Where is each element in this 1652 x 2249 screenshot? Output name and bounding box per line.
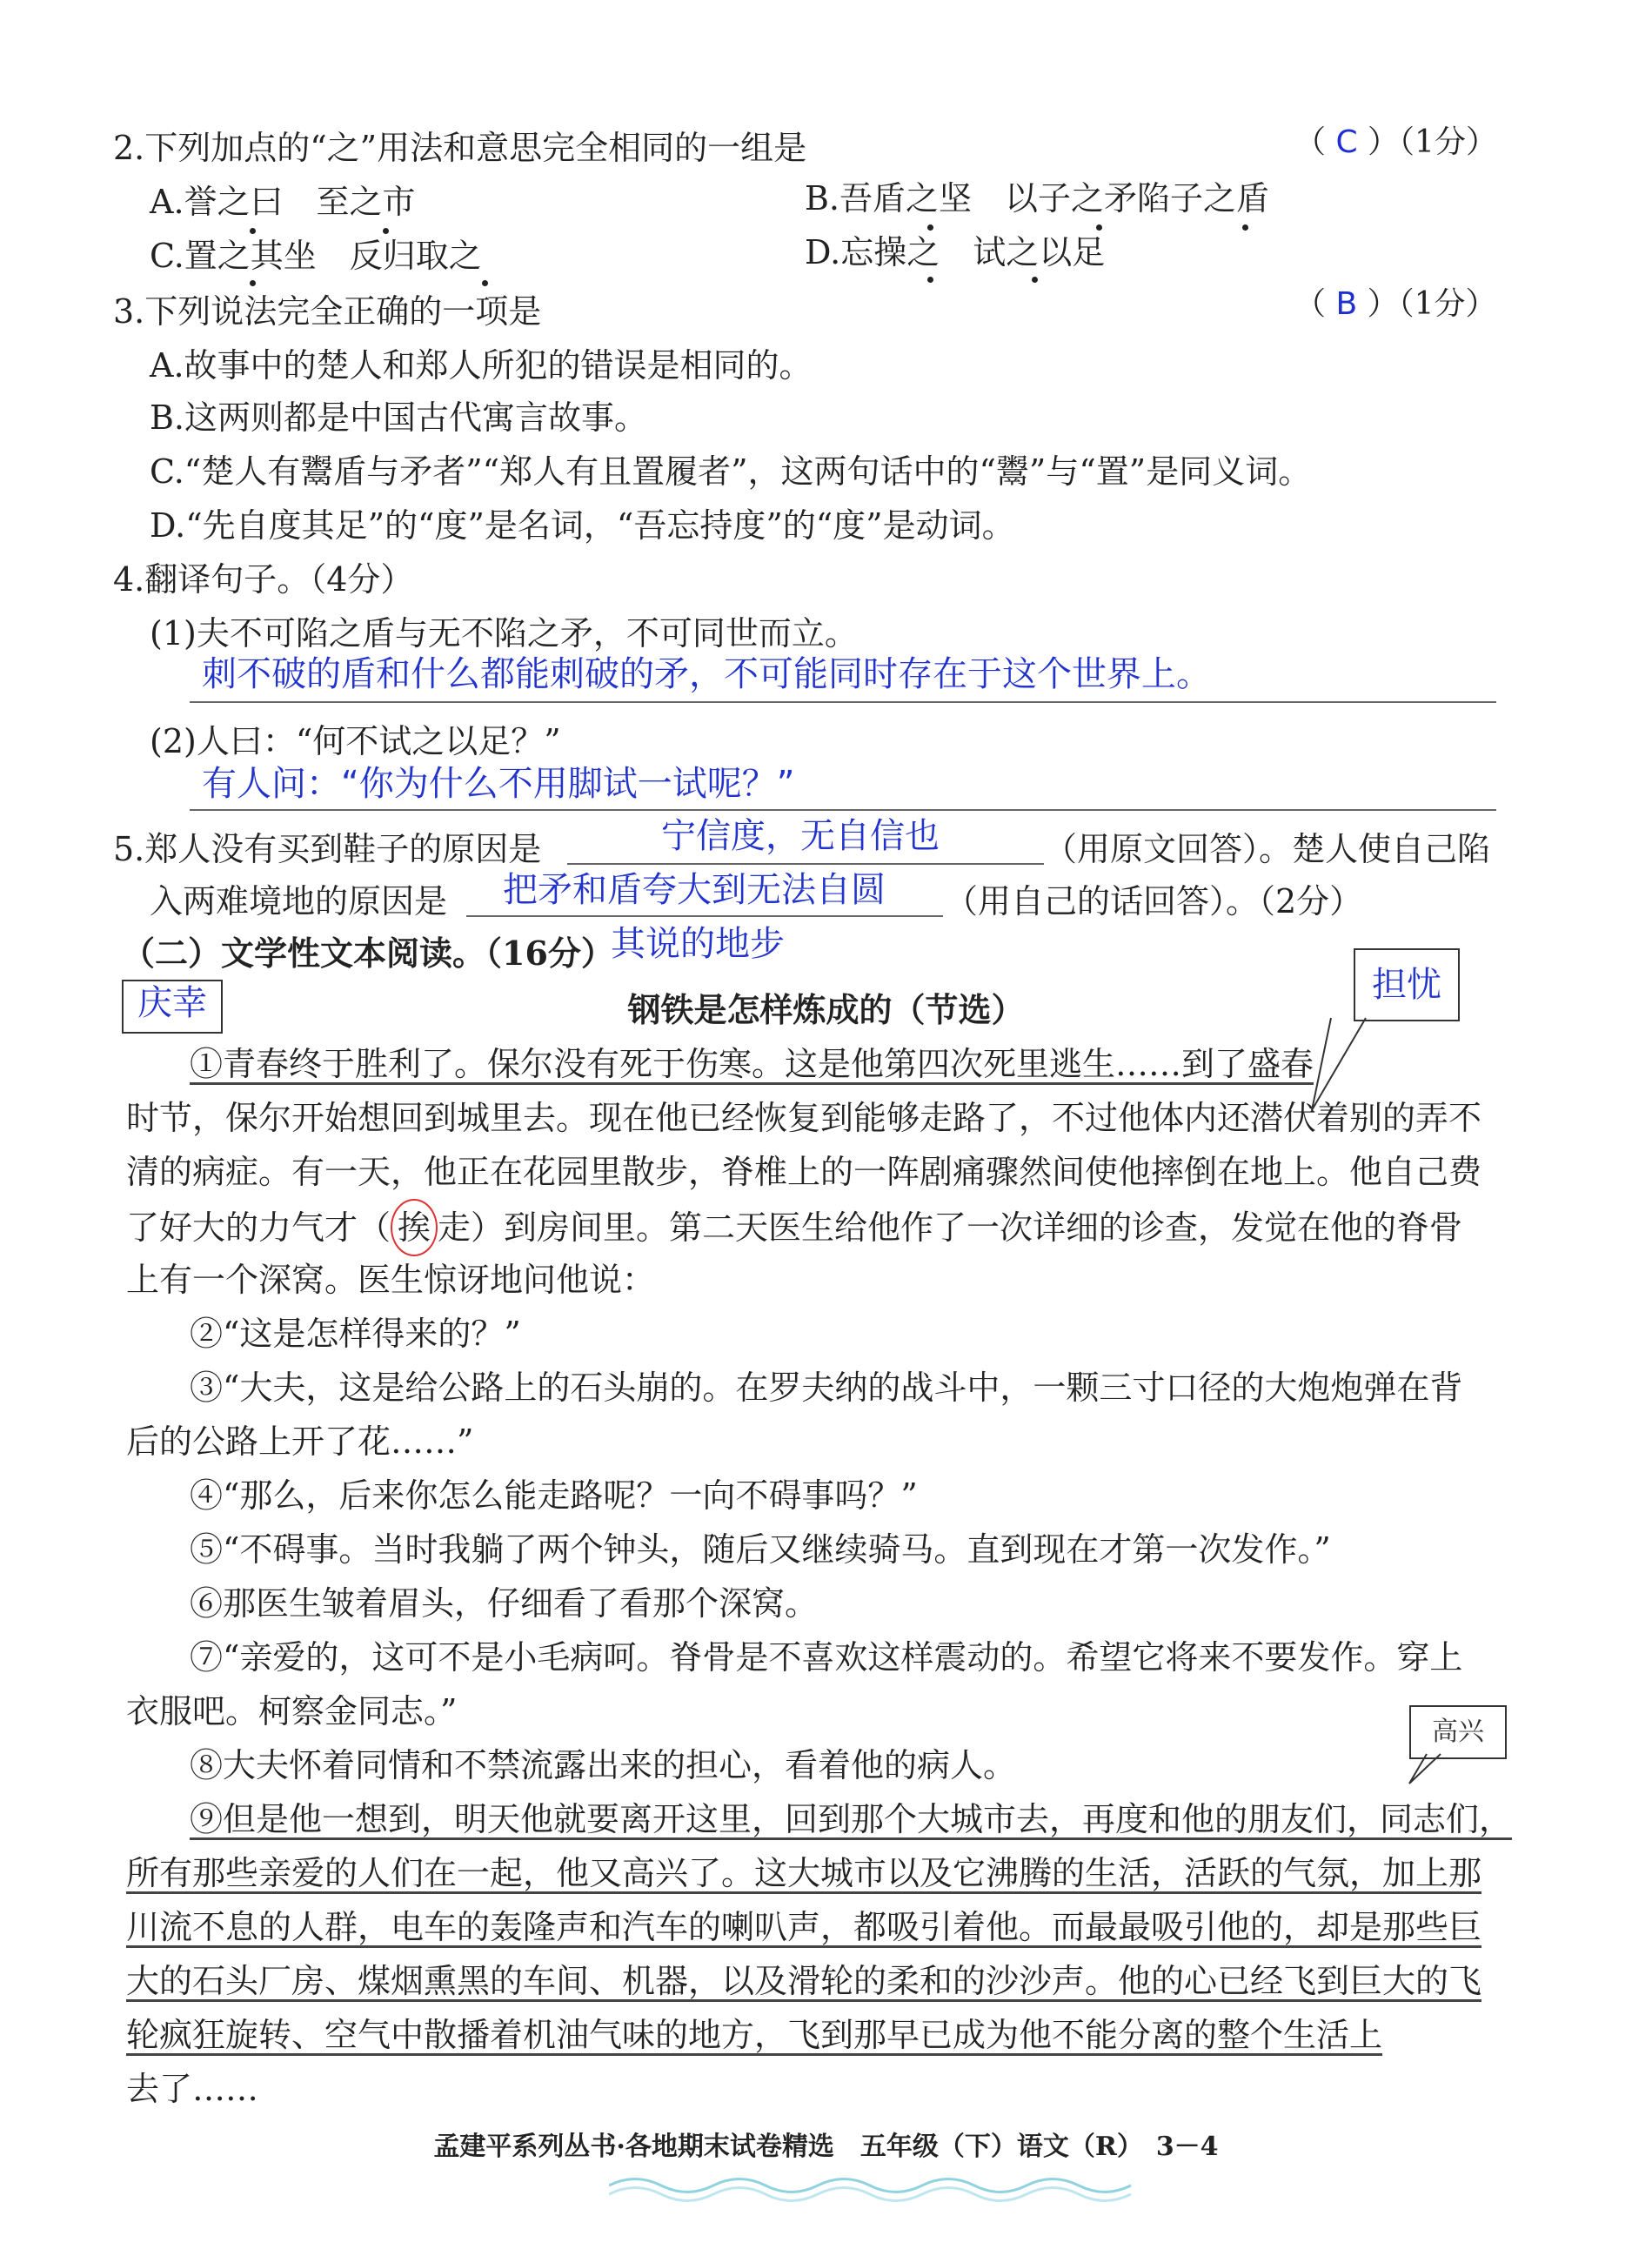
q5-answer-2: 把矛和盾夸大到无法自圆 [503,870,886,910]
q3-option-c: C.“楚人有鬻盾与矛者”“郑人有且置履者”，这两句话中的“鬻”与“置”是同义词。 [150,452,1312,491]
blank-line [466,915,943,917]
q2-stem: 2.下列加点的“之”用法和意思完全相同的一组是 [113,129,807,167]
passage-p1-line5: 上有一个深窝。医生惊讶地问他说： [126,1261,656,1299]
q2-answer: C [1335,124,1358,160]
passage-p9-line3: 川流不息的人群，电车的轰隆声和汽车的喇叭声，都吸引着他。而最最吸引他的，却是那些巨 [126,1908,1482,1946]
q2-option-b: B.吾盾之坚 以子之矛陷子之盾 [805,179,1270,218]
passage-p1-line1 [190,1037,1314,1091]
q4-stem: 4.翻译句子。（4分） [113,560,414,599]
passage-p9-line6: 去了…… [126,2070,259,2108]
emphasis-dot [1096,224,1102,231]
passage-p7-line2: 衣服吧。柯察金同志。” [126,1692,458,1730]
passage-p8: ⑧大夫怀着同情和不禁流露出来的担心，看着他的病人。 [190,1746,1017,1784]
passage-p2: ②“这是怎样得来的？” [190,1315,521,1353]
emphasis-dot [250,228,256,234]
q3-option-d: D.“先自度其足”的“度”是名词，“吾忘持度”的“度”是动词。 [150,506,1015,545]
note-box-para9 [1409,1705,1507,1759]
q2-points: （1分） [1399,124,1497,160]
note-para9-text: 高兴 [1432,1717,1484,1747]
q5-text-2: （用原文回答）。楚人使自己陷 [1044,830,1491,868]
q3-option-b: B.这两则都是中国古代寓言故事。 [150,398,648,437]
note-right-text: 担忧 [1372,965,1441,1005]
passage-p7-line1: ⑦“亲爱的，这可不是小毛病呵。脊骨是不喜欢这样震动的。希望它将来不要发作。穿上 [190,1638,1463,1677]
page-footer: 孟建平系列丛书·各地期末试卷精选 五年级（下）语文（R） 3－4 [433,2132,1219,2162]
passage-p9-line5: 轮疯狂旋转、空气中散播着机油气味的地方，飞到那早已成为他不能分离的整个生活上 [126,2016,1383,2054]
q3-answer: B [1335,286,1358,322]
q4-sentence-1: (1)夫不可陷之盾与无不陷之矛，不可同世而立。 [150,614,858,653]
q3-stem: 3.下列说法完全正确的一项是 [113,292,542,331]
answer-line [190,701,1496,703]
p1d-post: 走）到房间里。第二天医生给他作了一次详细的诊查，发觉在他的脊骨 [438,1208,1463,1247]
note-left-text: 庆幸 [137,983,207,1023]
q4-answer-1: 刺不破的盾和什么都能刺破的矛，不可能同时存在于这个世界上。 [202,654,1211,694]
q3-option-a: A.故事中的楚人和郑人所犯的错误是相同的。 [150,346,813,385]
passage-p9-line2: 所有那些亲爱的人们在一起，他又高兴了。这大城市以及它沸腾的生活，活跃的气氛，加上那 [126,1854,1482,1892]
emphasis-dot [1242,224,1248,231]
q4-sentence-2: (2)人曰：“何不试之以足？” [150,722,561,760]
q2-option-d: D.忘操之 试之以足 [805,233,1106,271]
q4-answer-2: 有人问：“你为什么不用脚试一试呢？” [202,764,795,804]
emphasis-dot [383,228,389,234]
emphasis-dot [927,224,933,231]
passage-p1-line4: 了好大的力气才（ 挨 走）到房间里。第二天医生给他作了一次详细的诊查，发觉在他的脊骨 [126,1199,1462,1256]
passage-p1-line3: 清的病症。有一天，他正在花园里散步，脊椎上的一阵剧痛骤然间使他摔倒在地上。他自己费 [126,1153,1482,1191]
blank-line [567,863,1044,865]
emphasis-dot [482,280,488,286]
q2-option-c: C.置之其坐 反归取之 [150,237,482,275]
passage-p5: ⑤“不碍事。当时我躺了两个钟头，随后又继续骑马。直到现在才第一次发作。” [190,1530,1331,1569]
passage-p4: ④“那么，后来你怎么能走路呢？一向不碍事吗？” [190,1476,918,1515]
q2-answer-area: （ C ）（1分） [1294,124,1497,160]
passage-p9-line1: ⑨但是他一想到，明天他就要离开这里，回到那个大城市去，再度和他的朋友们，同志们， [190,1800,1513,1838]
q2-option-a: A.誉之曰 至之市 [150,183,416,221]
p1d-pre: 了好大的力气才 [126,1208,358,1247]
q5-answer-2-continued: 其说的地步 [611,924,785,964]
passage-p3-line1: ③“大夫，这是给公路上的石头崩的。在罗夫纳的战斗中，一颗三寸口径的大炮炮弹在背 [190,1369,1463,1407]
footer-wave-decoration [609,2168,1148,2203]
passage-p9-line4: 大的石头厂房、煤烟熏黑的车间、机器，以及滑轮的柔和的沙沙声。他的心已经飞到巨大的飞 [126,1962,1482,2000]
emphasis-dot [1032,277,1038,283]
passage-p1-text-1: ①青春终于胜利了。保尔没有死于伤寒。这是他第四次死里逃生……到了盛春 [190,1045,1314,1083]
passage-title: 钢铁是怎样炼成的（节选） [627,990,1025,1029]
q5-text-3: 入两难境地的原因是 [150,882,448,920]
passage-p3-line2: 后的公路上开了花……” [126,1422,474,1461]
section-heading: （二）文学性文本阅读。（16分） [122,934,614,973]
passage-p1-line2: 时节，保尔开始想回到城里去。现在他已经恢复到能够走路了，不过他体内还潜伏着别的弄不 [126,1099,1482,1137]
note-pointer-para9 [1401,1752,1444,1787]
circled-char: 挨 [391,1199,438,1256]
note-box-right [1354,948,1460,1021]
q5-text-1: 5.郑人没有买到鞋子的原因是 [113,830,542,868]
emphasis-dot [250,280,256,286]
passage-p6: ⑥那医生皱着眉头，仔细看了看那个深窝。 [190,1584,819,1623]
q5-text-4: （用自己的话回答）。（2分） [945,882,1363,920]
q3-answer-area: （ B ）（1分） [1294,286,1497,322]
answer-line [190,809,1496,811]
note-box-left [122,980,223,1034]
q3-points: （1分） [1398,286,1497,322]
emphasis-dot [927,277,933,283]
q5-answer-1: 宁信度，无自信也 [661,816,940,856]
